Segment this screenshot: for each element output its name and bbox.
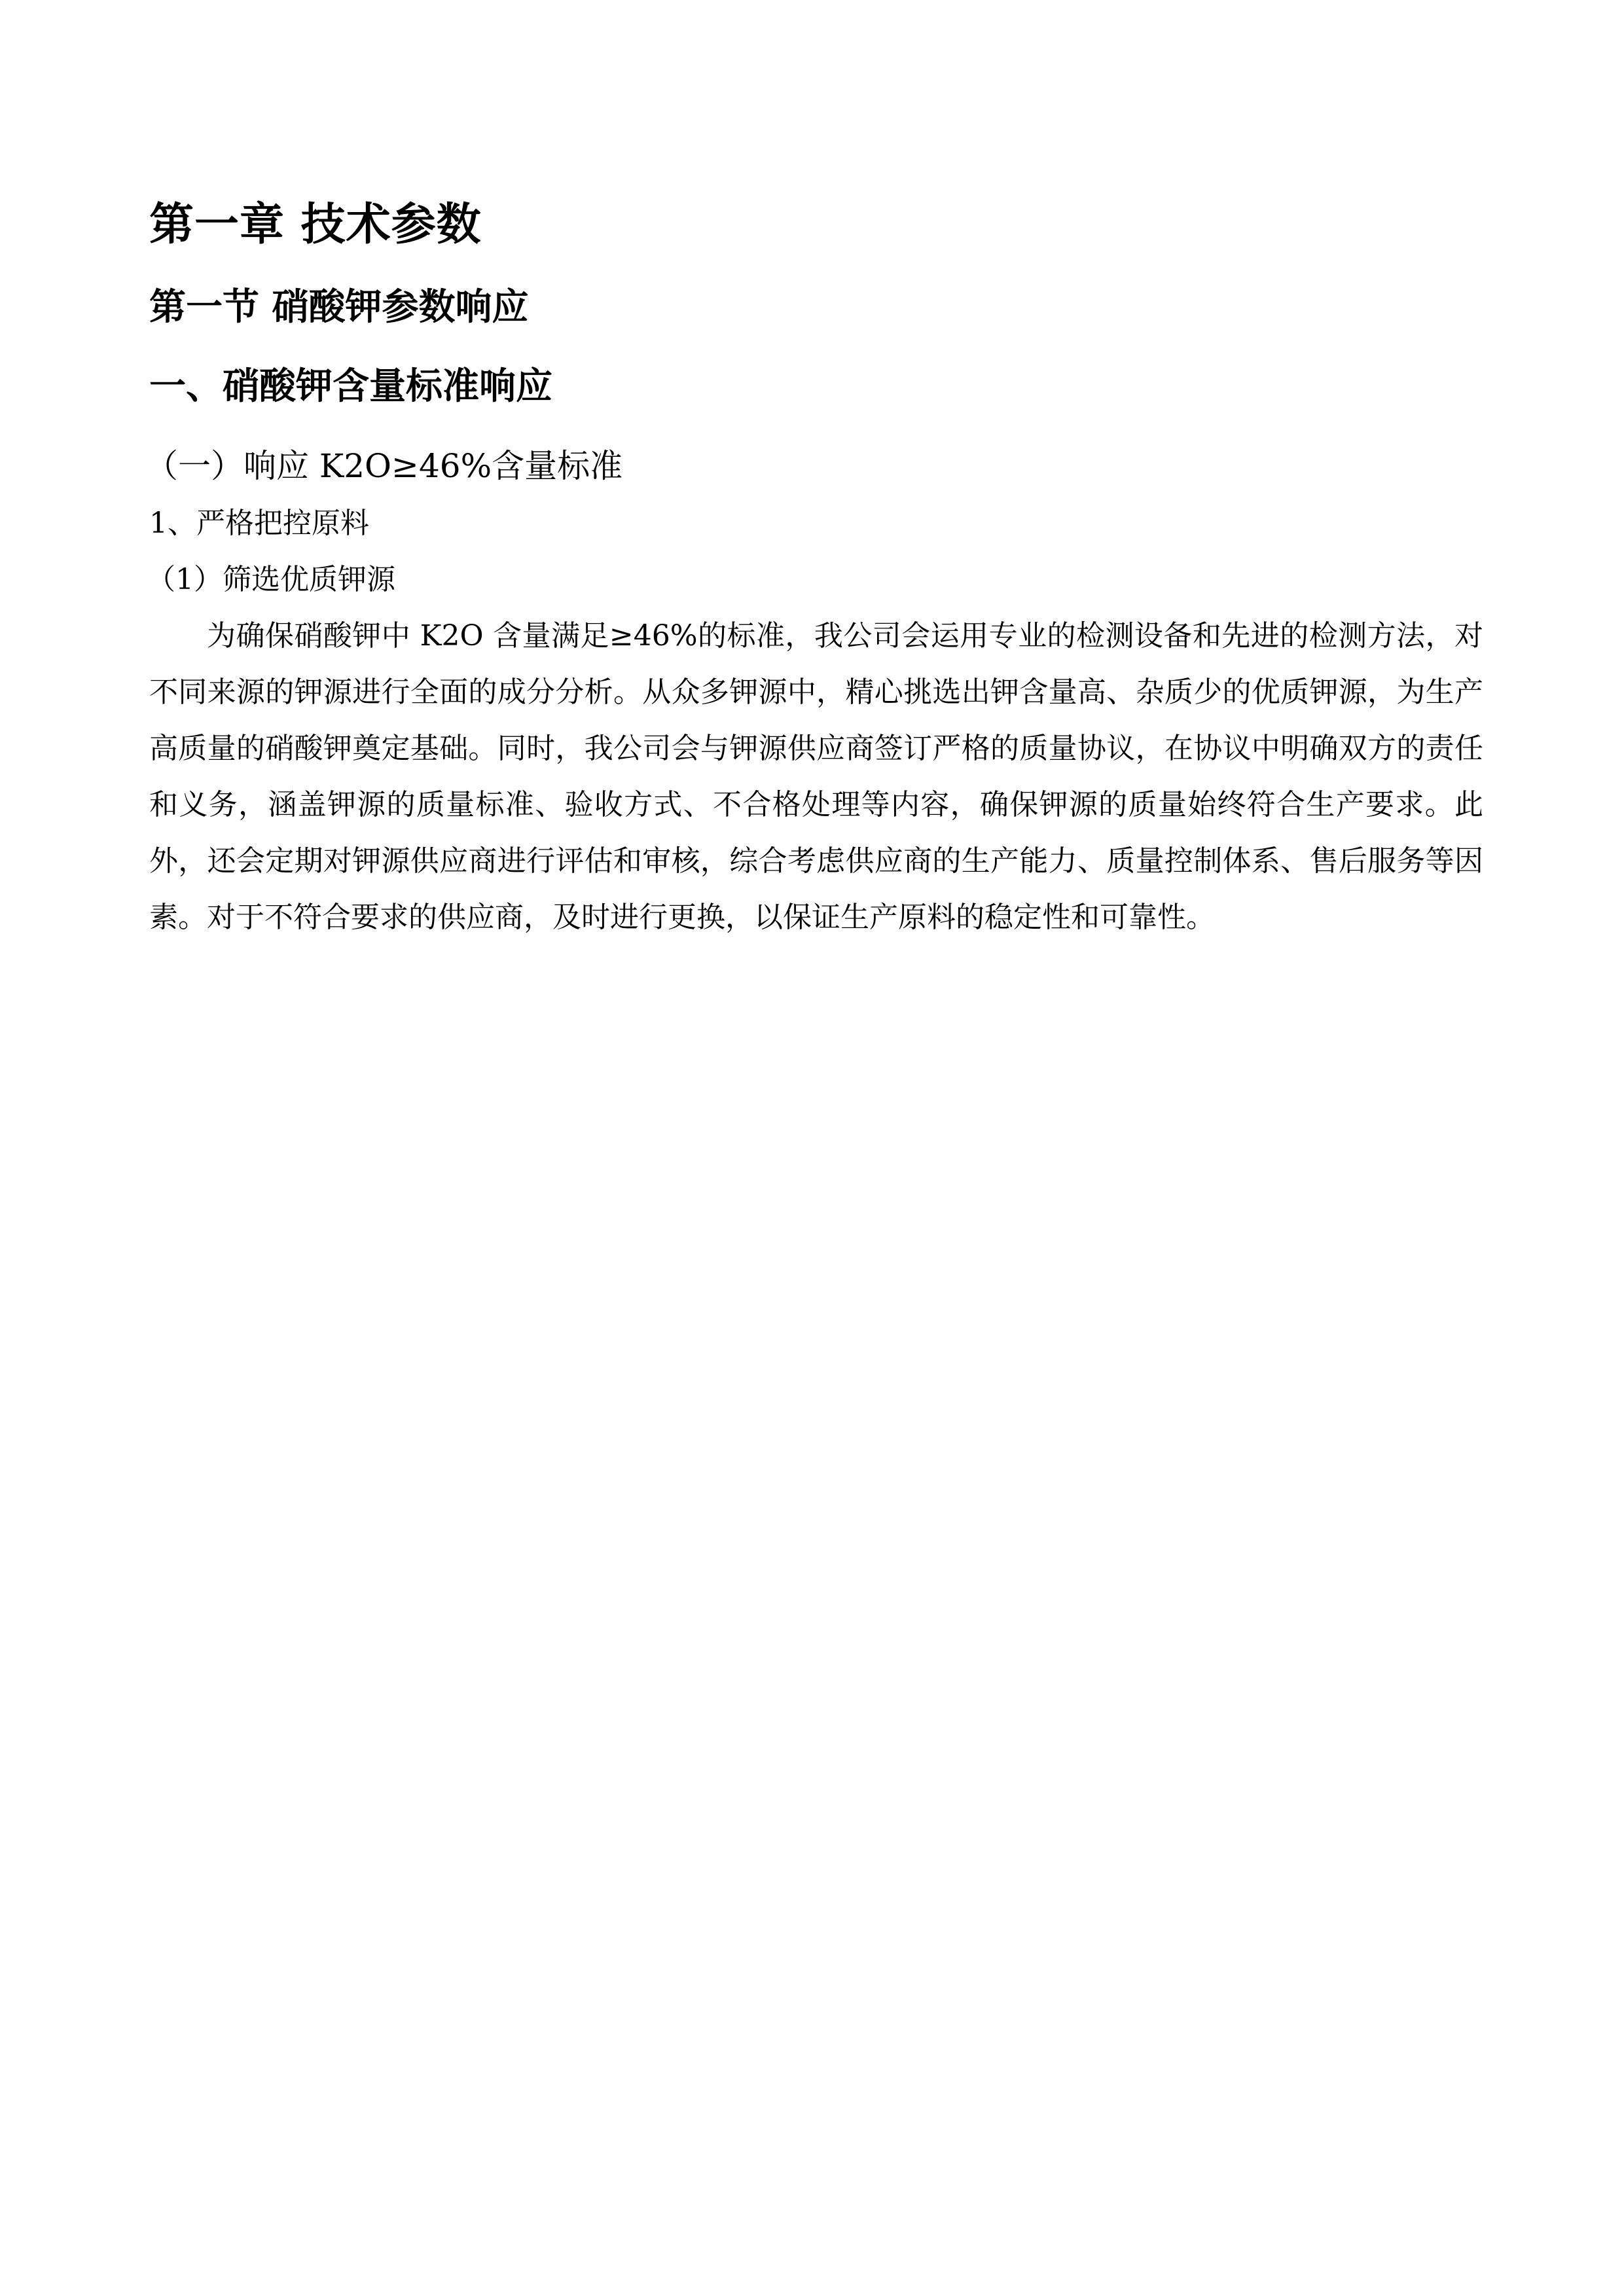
subsection-title: 一、硝酸钾含量标准响应 [149,365,552,408]
section-title: 第一节 硝酸钾参数响应 [149,286,529,329]
subsubsection-title: （一）响应 K2O≥46%含量标准 [145,446,623,485]
item-subtitle: （1）筛选优质钾源 [147,562,395,596]
item-title: 1、严格把控原料 [149,506,369,540]
chapter-title: 第一章 技术参数 [149,199,482,251]
body-paragraph: 为确保硝酸钾中 K2O 含量满足≥46%的标准，我公司会运用专业的检测设备和先进的检测方法，对不同来源的钾源进行全面的成分分析。从众多钾源中，精心挑选出钾含量高、杂质少的优质钾源，为生产高质量的硝酸钾奠定基础。同时，我公司会与钾源供应商签订严格的质量协议，在协议中明确双方的责任和义务，涵盖钾源的质量标准、验收方式、不合格处理等内容，确保钾源的质量始终符合生产要求。此外，还会定期对钾源供应商进行评估和审核，综合考虑供应商的生产能力、质量控制体系、售后服务等因素。对于不符合要求的供应商，及时进行更换，以保证生产原料的稳定性和可靠性。 [149,619,1483,934]
page-content [145,196,1483,946]
